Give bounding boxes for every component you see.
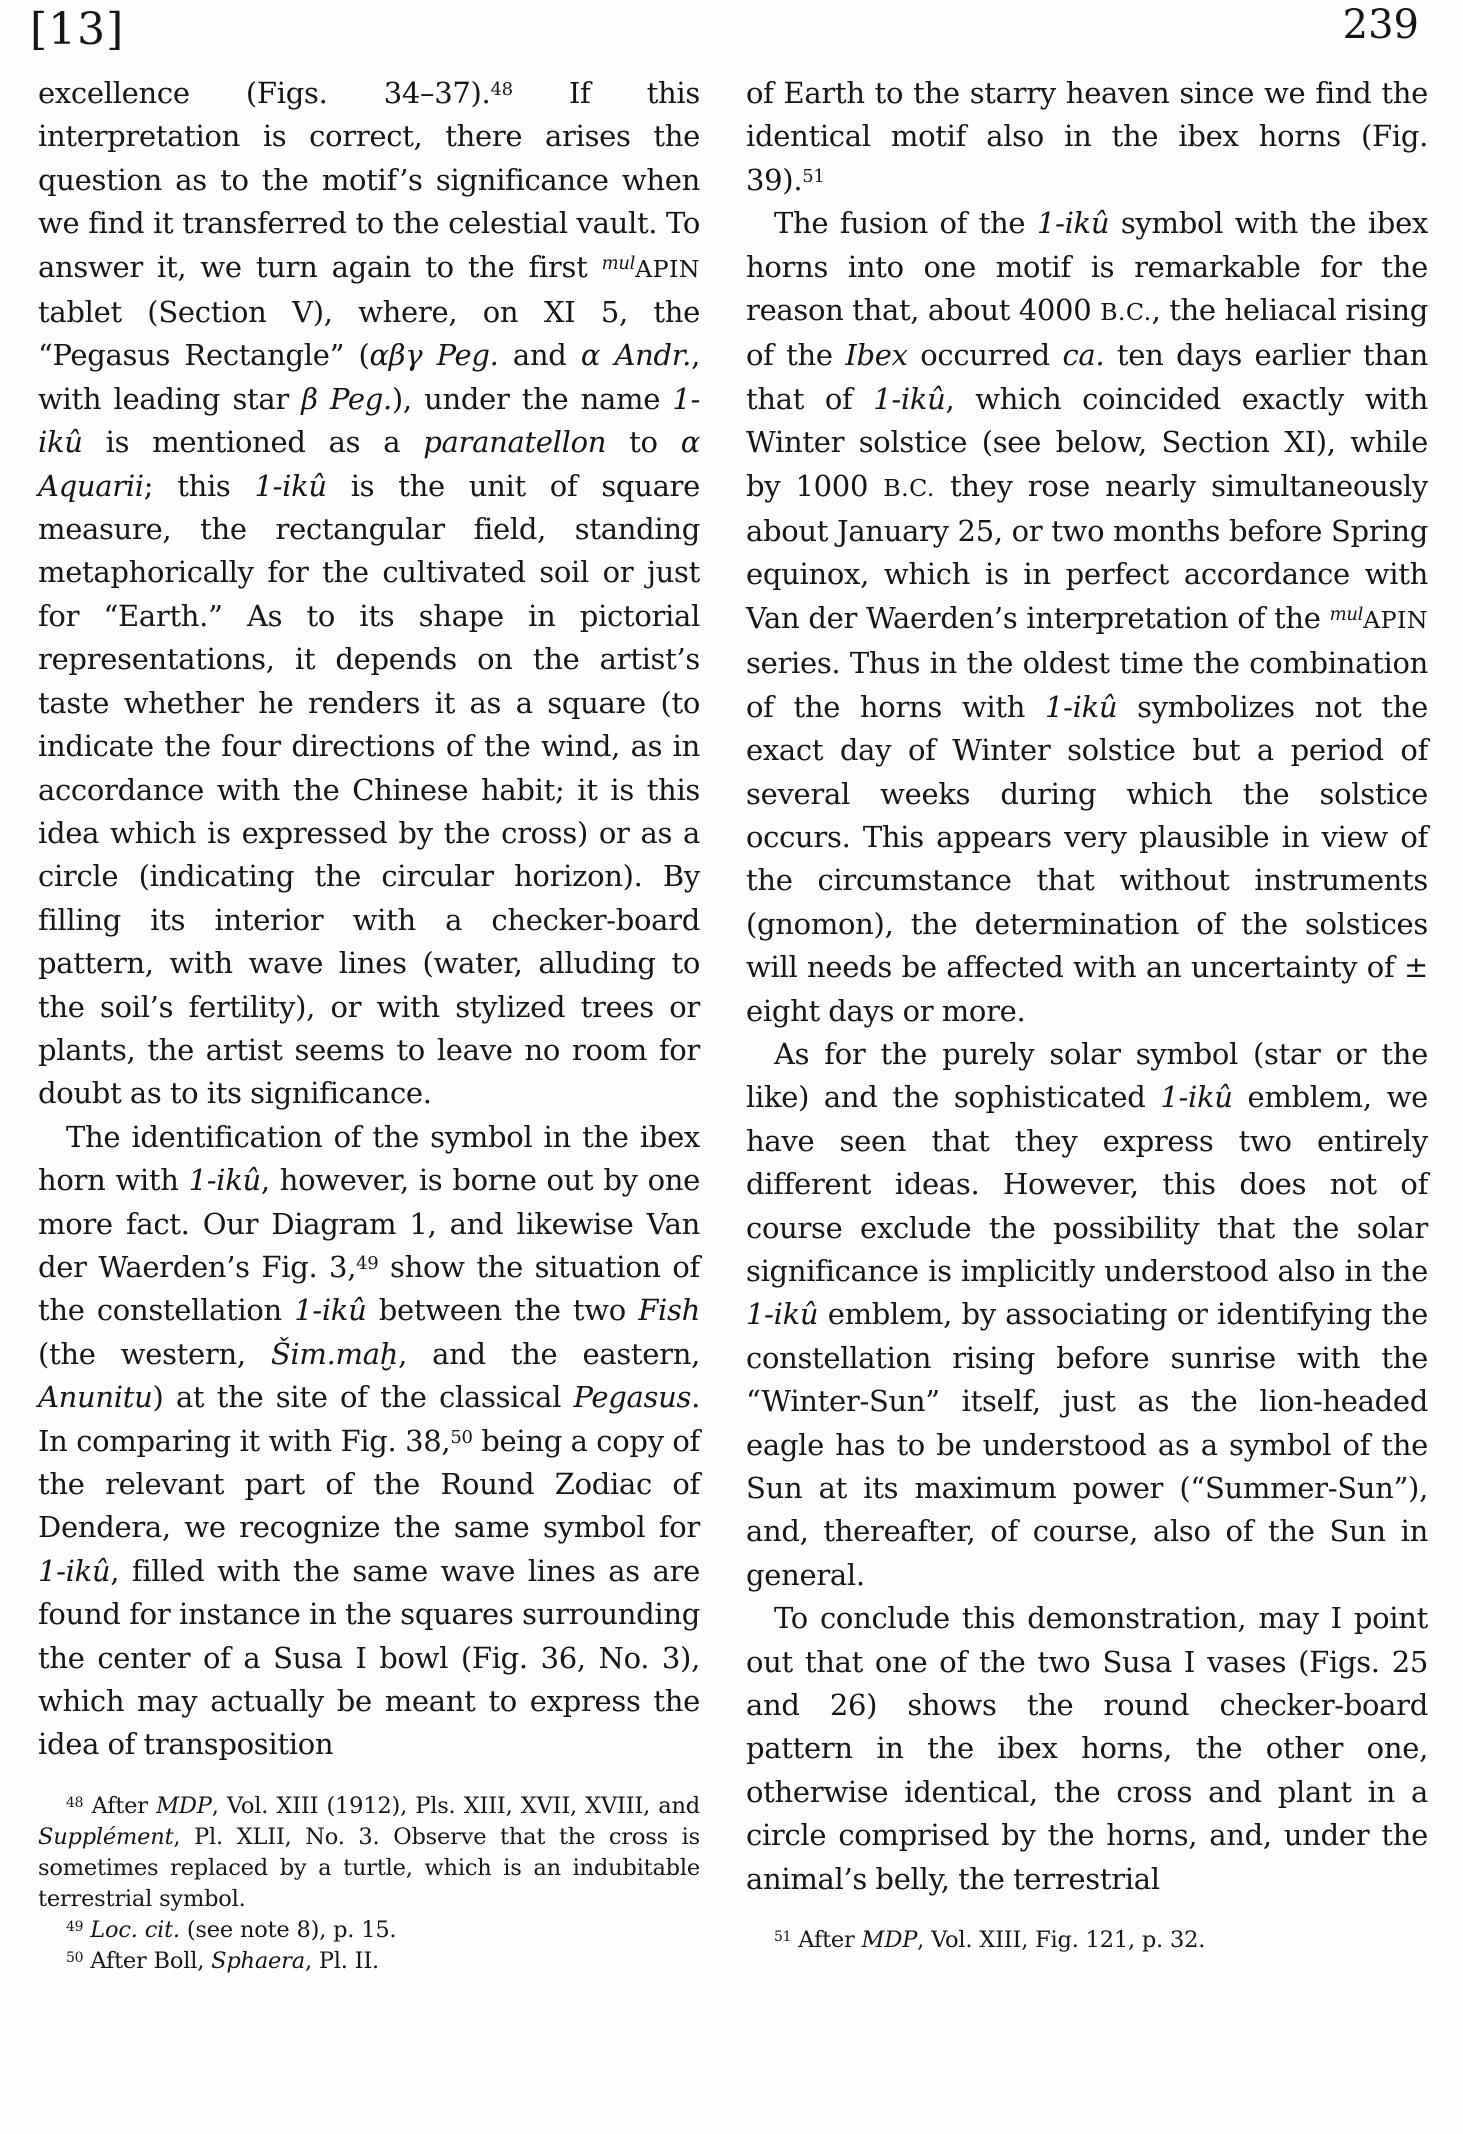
text-run: excellence (Figs. 34–37). bbox=[38, 76, 491, 110]
text-run: of Earth to the starry heaven since we find the identical motif also in the ibex horns (Fig. 39). bbox=[746, 76, 1428, 197]
text-run: Šim.maḫ bbox=[270, 1336, 399, 1371]
paragraph bbox=[38, 1116, 700, 1767]
text-run: 48 bbox=[490, 78, 513, 100]
text-run: , Pl. II. bbox=[304, 1947, 380, 1974]
text-run: MDP bbox=[861, 1927, 918, 1954]
text-run: paranatellon bbox=[423, 425, 607, 460]
page-number: 239 bbox=[1342, 2, 1419, 48]
text-run: ; this bbox=[143, 468, 255, 503]
paragraph bbox=[38, 72, 700, 1116]
text-run: 50 bbox=[66, 1949, 84, 1966]
paragraph bbox=[746, 72, 1428, 202]
text-run: 1-ikû bbox=[873, 381, 946, 416]
text-run: 1-ikû bbox=[746, 1297, 819, 1332]
text-run: 1-ikû bbox=[38, 381, 700, 460]
text-run: B.C. bbox=[1100, 298, 1152, 327]
text-run: 1-ikû bbox=[1036, 206, 1110, 241]
footnote bbox=[38, 1946, 700, 1977]
text-run: Sphaera bbox=[211, 1947, 305, 1974]
text-run: α Aquarii bbox=[38, 425, 700, 503]
footnote bbox=[38, 1791, 700, 1915]
text-run: As for the purely solar symbol (star or the like) and the sophisticated bbox=[746, 1036, 1428, 1115]
text-run: , Pl. XLII, No. 3. Observe that the cross is sometimes replaced by a turtle, which is an indubitable terrestrial symbol. bbox=[38, 1823, 700, 1912]
section-number: [13] bbox=[30, 4, 125, 55]
text-run: , and the eastern, bbox=[398, 1336, 700, 1371]
text-run: 51 bbox=[802, 165, 825, 187]
text-run: to bbox=[606, 425, 681, 460]
text-run: The fusion of the bbox=[774, 206, 1037, 241]
text-run: is mentioned as a bbox=[82, 425, 424, 460]
text-run: symbol with the ibex horns into one motif is remarkable for the reason that, about 4000 bbox=[746, 206, 1428, 328]
text-run: , however, is borne out by one more fact. Our Diagram 1, and likewise Van der Waerden’s Fig. 3, bbox=[38, 1163, 701, 1284]
text-run: tablet (Section V), where, on XI 5, the “Pegasus Rectangle” ( bbox=[38, 295, 700, 373]
text-run: ), under the name bbox=[391, 381, 673, 416]
text-run: between the two bbox=[366, 1293, 639, 1328]
text-run: occurred bbox=[907, 338, 1063, 373]
text-run: mul bbox=[1329, 603, 1364, 625]
text-run: show the situation of the constellation bbox=[38, 1249, 700, 1328]
text-run: (see note 8), p. 15. bbox=[179, 1916, 397, 1943]
text-run: , with leading star bbox=[38, 338, 700, 416]
text-run: . In comparing it with Fig. 38, bbox=[38, 1380, 700, 1458]
text-run: After bbox=[791, 1927, 862, 1954]
text-run: The identification of the symbol in the ibex horn with bbox=[38, 1119, 700, 1198]
text-run: Loc. cit. bbox=[90, 1916, 180, 1943]
text-run: 49 bbox=[356, 1252, 379, 1274]
text-run: To conclude this demonstration, may I point out that one of the two Susa I vases (Figs. 25 and 26) shows the round checker-board pattern in the ibex horns, the other one, otherwise identical, the cross and plant in a circle comprised by the horns, and, under the animal’s belly, the terrestrial bbox=[746, 1601, 1428, 1896]
text-run: MDP bbox=[156, 1792, 212, 1819]
text-run: 51 bbox=[774, 1928, 792, 1945]
text-run: mul bbox=[601, 252, 636, 274]
right-column bbox=[746, 72, 1428, 1956]
text-run: being a copy of the relevant part of the Round Zodiac of Dendera, we recognize the same symbol for bbox=[38, 1423, 700, 1545]
right-footnotes bbox=[746, 1925, 1428, 1956]
text-run: APIN bbox=[1363, 605, 1428, 634]
text-run: symbolizes not the exact day of Winter solstice but a period of several weeks during which the solstice occurs. This appears very plausible in view of the circumstance that without instruments (gnomon), the determination of the solstices will needs be affected with an uncertainty of ± eight days or more. bbox=[746, 689, 1428, 1028]
text-run: α Andr. bbox=[580, 338, 692, 373]
text-run: 48 bbox=[66, 1794, 84, 1811]
text-run: , filled with the same wave lines as are found for instance in the squares surrounding the center of a Susa I bowl (Fig. 36, No. 3), which may actually be meant to express the idea of transposition bbox=[38, 1553, 700, 1762]
left-column bbox=[38, 72, 700, 1977]
left-footnotes bbox=[38, 1791, 700, 1977]
footnote bbox=[38, 1915, 700, 1946]
text-run: If this interpretation is correct, there arises the question as to the motif’s significance when we find it transferred to the celestial vault. To answer it, we turn again to the first bbox=[38, 76, 700, 284]
text-run: 49 bbox=[66, 1918, 84, 1935]
text-run: 1-ikû bbox=[294, 1293, 367, 1328]
footnote bbox=[746, 1925, 1428, 1956]
text-run: APIN bbox=[635, 254, 700, 283]
paragraph bbox=[746, 1033, 1428, 1597]
text-run: emblem, we have seen that they express two entirely different ideas. However, this does not of course exclude the possibility that the solar significance is implicitly understood also in the bbox=[746, 1080, 1428, 1288]
text-run: ) at the site of the classical bbox=[152, 1380, 574, 1415]
text-run: 1-ikû bbox=[188, 1163, 261, 1198]
text-run: Supplément bbox=[38, 1823, 174, 1850]
text-run: they rose nearly simultaneously about January 25, or two months before Spring equinox, which is in perfect accordance with Van der Waerden’s interpretation of the bbox=[746, 468, 1428, 635]
text-run: , Vol. XIII (1912), Pls. XIII, XVII, XVIII, and bbox=[211, 1792, 700, 1819]
text-run: (the western, bbox=[38, 1336, 271, 1371]
text-run: , the heliacal rising of the bbox=[746, 293, 1428, 373]
paragraph bbox=[746, 1597, 1428, 1901]
text-run: Fish bbox=[638, 1293, 700, 1328]
text-run: Pegasus bbox=[573, 1380, 692, 1415]
text-run: , Vol. XIII, Fig. 121, p. 32. bbox=[917, 1927, 1206, 1954]
text-run: After Boll, bbox=[83, 1947, 212, 1974]
text-run: 1-ikû bbox=[1044, 689, 1118, 724]
text-run: emblem, by associating or identifying the constellation rising before sunrise with the “Winter-Sun” itself, just as the lion-headed eagle has to be understood as a symbol of the Sun at its maximum power (“Summer-Sun”), and, thereafter, of course, also of the Sun in general. bbox=[746, 1297, 1428, 1592]
text-run: Ibex bbox=[845, 338, 908, 373]
text-run: β Peg. bbox=[301, 381, 392, 416]
text-run: is the unit of square measure, the rectangular field, standing metaphorically for the cultivated soil or just for “Earth.” As to its shape in pictorial representations, it depends on the artist’s taste whether he renders it as a square (to indicate the four directions of the wind, as in accordance with the Chinese habit; it is this idea which is expressed by the cross) or as a circle (indicating the circular horizon). By filling its interior with a checker-board pattern, with wave lines (water, alluding to the soil’s fertility), or with stylized trees or plants, the artist seems to leave no room for doubt as to its significance. bbox=[38, 468, 700, 1111]
text-run: 1-ikû bbox=[254, 468, 327, 503]
text-run: Anunitu bbox=[38, 1380, 153, 1415]
text-run: and bbox=[498, 338, 581, 373]
text-run: ten days earlier than that of bbox=[746, 338, 1429, 416]
text-run: 1-ikû bbox=[1160, 1080, 1233, 1115]
text-run: 50 bbox=[450, 1426, 473, 1448]
text-run: series. Thus in the oldest time the combination of the horns with bbox=[746, 646, 1428, 724]
text-run: ca. bbox=[1062, 338, 1105, 373]
text-run: After bbox=[83, 1792, 157, 1819]
text-run: , which coincided exactly with Winter solstice (see below, Section XI), while by 1000 bbox=[746, 381, 1428, 503]
text-run: 1-ikû bbox=[38, 1553, 111, 1588]
paragraph bbox=[746, 202, 1428, 1033]
text-run: αβγ Peg. bbox=[369, 338, 499, 373]
text-run: B.C. bbox=[883, 473, 935, 502]
